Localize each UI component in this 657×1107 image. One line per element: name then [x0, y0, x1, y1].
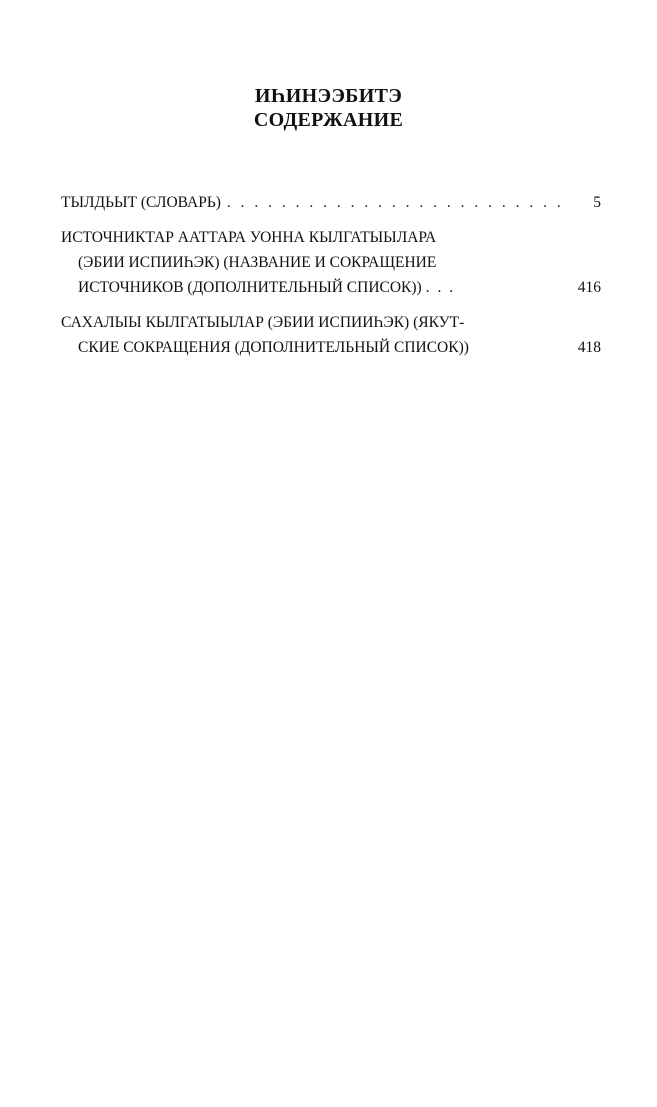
toc-page-number: 416: [577, 279, 601, 296]
toc-line: [61, 310, 601, 335]
toc-entry-title: САХАЛЫЫ КЫЛГАТЫЫЛАР (ЭБИИ ИСПИИҺЭК) (ЯКУТ-: [61, 314, 465, 331]
page-title: [0, 84, 657, 132]
toc-page-number: 5: [593, 194, 601, 211]
toc-entry-abbreviations: [61, 310, 601, 360]
toc-line: [61, 335, 601, 360]
toc-line: [61, 225, 601, 250]
dot-leader: . . .: [425, 279, 456, 296]
toc-entry-sources: [61, 225, 601, 300]
toc-entry-title: ТЫЛДЬЫТ (СЛОВАРЬ): [61, 194, 221, 211]
toc-entry-title-continued: (ЭБИИ ИСПИИҺЭК) (НАЗВАНИЕ И СОКРАЩЕНИЕ: [78, 254, 437, 271]
toc-entry-title-continued: ИСТОЧНИКОВ (ДОПОЛНИТЕЛЬНЫЙ СПИСОК)): [78, 279, 422, 296]
title-yakut: ИҺИНЭЭБИТЭ: [254, 85, 403, 107]
toc-line: [61, 250, 601, 275]
toc-entry-title: ИСТОЧНИКТАР ААТТАРА УОННА КЫЛГАТЫЫЛАРА: [61, 229, 437, 246]
toc-page-number: 418: [577, 339, 601, 356]
table-of-contents: [61, 190, 601, 370]
title-russian: СОДЕРЖАНИЕ: [253, 109, 404, 131]
toc-line: [61, 190, 601, 215]
toc-line: [61, 275, 601, 300]
toc-entry-dictionary: [61, 190, 601, 215]
toc-entry-title-continued: СКИЕ СОКРАЩЕНИЯ (ДОПОЛНИТЕЛЬНЫЙ СПИСОК)): [78, 339, 469, 356]
dot-leader: [227, 190, 563, 215]
